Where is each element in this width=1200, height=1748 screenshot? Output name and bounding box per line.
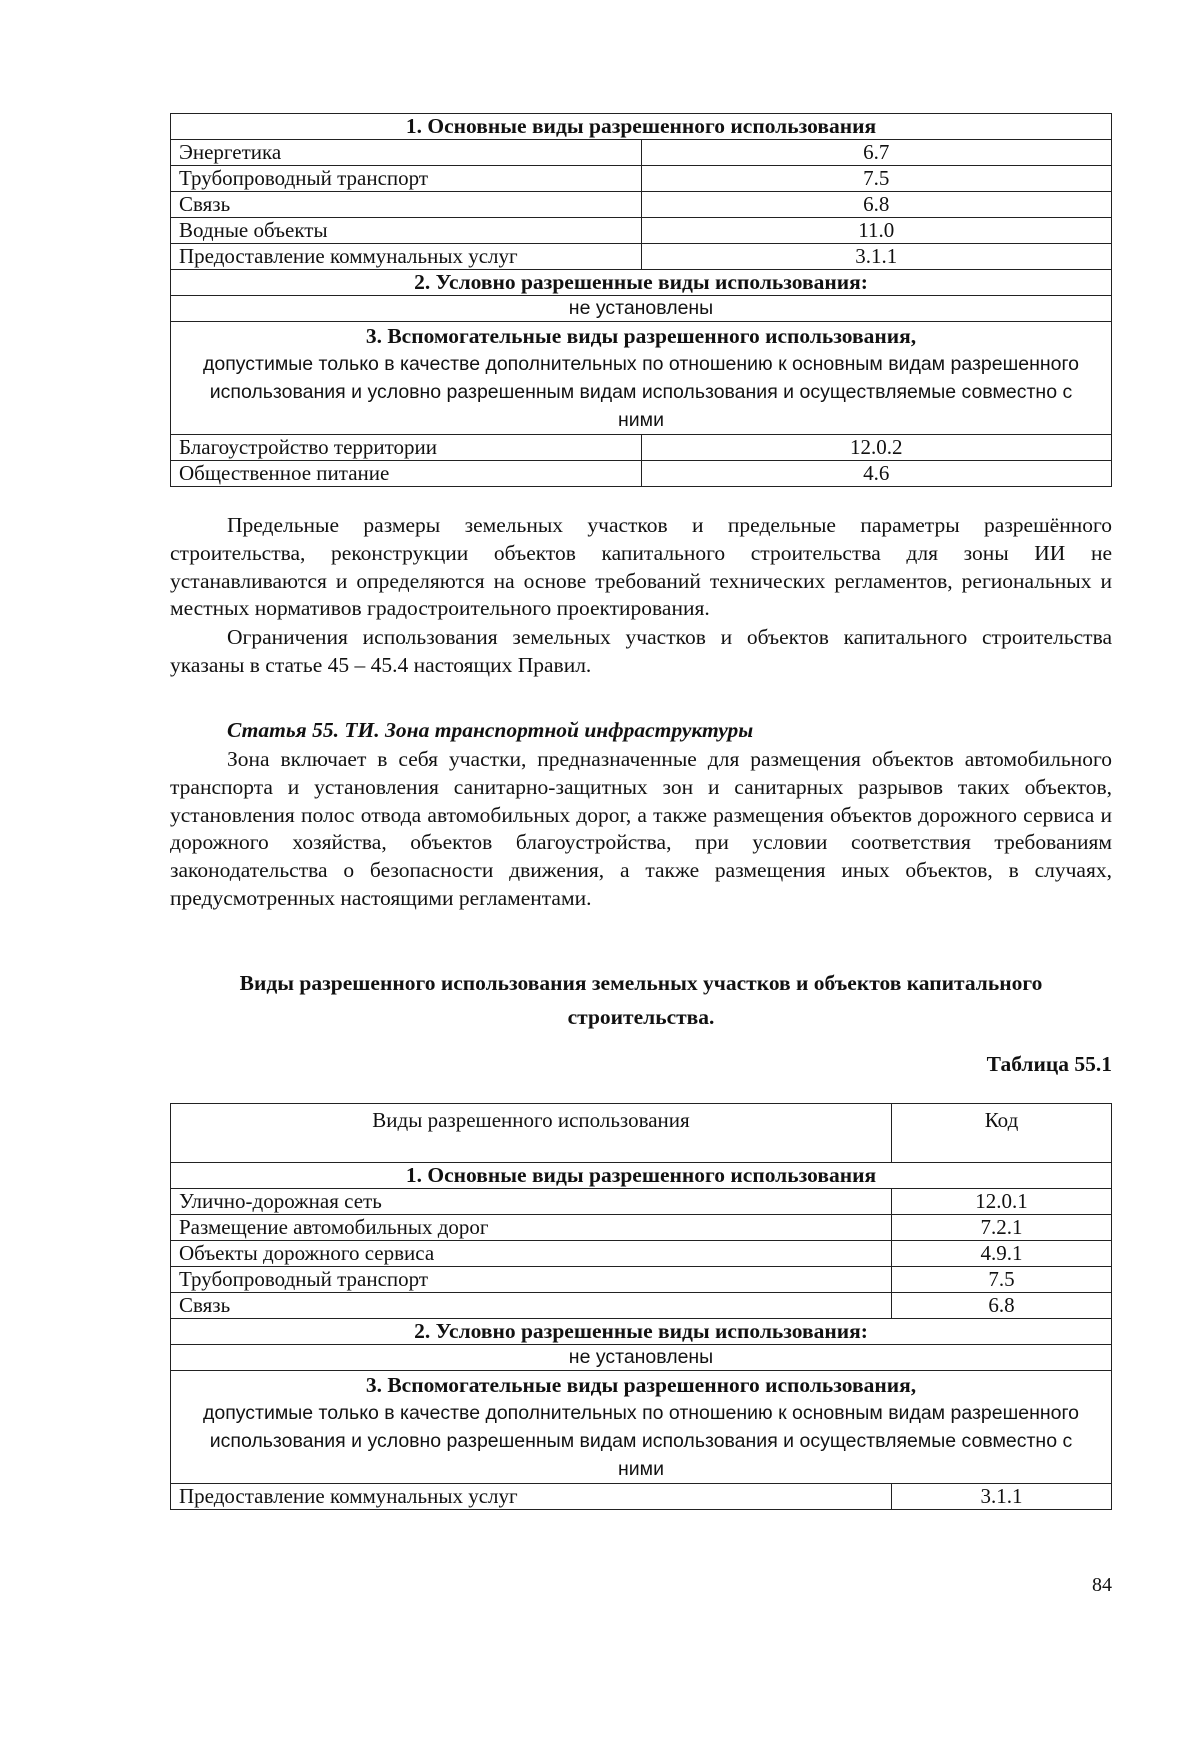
section-3-cell [171,322,1112,435]
section-1-title: 1. Основные виды разрешенного использования [171,1163,1112,1189]
table-row [171,1371,1112,1484]
table-row [171,166,1112,192]
use-code: 4.6 [641,461,1112,487]
section-3-subtitle: допустимые только в качестве дополнительных по отношению к основным видам разрешенного использования и условно разрешенным видам использования и осуществляемые совместно с ними [202,1402,1080,1480]
use-name: Общественное питание [171,461,642,487]
table-row [171,192,1112,218]
use-code: 11.0 [641,218,1112,244]
table-row [171,244,1112,270]
use-name: Связь [171,1293,892,1319]
table-row [171,1345,1112,1371]
table-header-row [171,1104,1112,1163]
use-code: 7.5 [641,166,1112,192]
paragraph: Предельные размеры земельных участков и предельные параметры разрешённого строительства, реконструкции объектов капитального строительства для зоны ИИ не устанавливаются и определяются на основе требований технических регламентов, региональных и местных нормативов градостроительного проектирования. [170,513,1112,621]
use-code: 7.2.1 [892,1215,1112,1241]
table-row [171,322,1112,435]
paragraph: Зона включает в себя участки, предназначенные для размещения объектов автомобильного транспорта и установления санитарно-защитных зон и санитарных разрывов таких объектов, установления полос отвода автомобильных дорог, а также размещения объектов дорожного сервиса и дорожного хозяйства, объектов благоустройства, при условии соответствия требованиям законодательства о безопасности движения, а также размещения иных объектов, в случаях, предусмотренных настоящими регламентами. [170,747,1112,910]
use-code: 3.1.1 [892,1484,1112,1510]
table-row [171,1241,1112,1267]
section-2-value: не установлены [171,1345,1112,1371]
table-row [171,435,1112,461]
table-row [171,1163,1112,1189]
section-3-subtitle: допустимые только в качестве дополнительных по отношению к основным видам разрешенного использования и условно разрешенным видам использования и осуществляемые совместно с ними [202,353,1080,431]
table-row [171,1215,1112,1241]
use-code: 6.7 [641,140,1112,166]
table-row [171,1267,1112,1293]
table-bottom [170,1103,1112,1510]
use-code: 7.5 [892,1267,1112,1293]
section-3-cell [171,1371,1112,1484]
use-code: 6.8 [641,192,1112,218]
use-name: Энергетика [171,140,642,166]
use-name: Размещение автомобильных дорог [171,1215,892,1241]
use-code: 3.1.1 [641,244,1112,270]
use-code: 4.9.1 [892,1241,1112,1267]
paragraph: Ограничения использования земельных участков и объектов капитального строительства указаны в статье 45 – 45.4 настоящих Правил. [170,625,1112,677]
table-row [171,296,1112,322]
section-2-title: 2. Условно разрешенные виды использования: [171,270,1112,296]
section-3-title: 3. Вспомогательные виды разрешенного использования, [365,1373,917,1397]
table-top [170,113,1112,487]
column-header-name: Виды разрешенного использования [171,1104,892,1163]
use-name: Трубопроводный транспорт [171,166,642,192]
section-2-value: не установлены [171,296,1112,322]
use-code: 12.0.1 [892,1189,1112,1215]
section-3-title: 3. Вспомогательные виды разрешенного использования, [365,324,917,348]
table-label: Таблица 55.1 [986,1052,1112,1076]
table-row [171,1484,1112,1510]
table-row [171,270,1112,296]
table-row [171,1189,1112,1215]
use-name: Трубопроводный транспорт [171,1267,892,1293]
section-1-title: 1. Основные виды разрешенного использования [171,114,1112,140]
column-header-code: Код [892,1104,1112,1163]
use-name: Благоустройство территории [171,435,642,461]
use-code: 12.0.2 [641,435,1112,461]
use-name: Улично-дорожная сеть [171,1189,892,1215]
table-row [171,1293,1112,1319]
table-row [171,140,1112,166]
table-row [171,461,1112,487]
section-2-title: 2. Условно разрешенные виды использования: [171,1319,1112,1345]
use-name: Предоставление коммунальных услуг [171,244,642,270]
page-number: 84 [1092,1574,1112,1596]
section-heading: Виды разрешенного использования земельных участков и объектов капитального строительства. [239,971,1043,1029]
table-row [171,1319,1112,1345]
use-name: Водные объекты [171,218,642,244]
table-row [171,218,1112,244]
table-row [171,114,1112,140]
use-code: 6.8 [892,1293,1112,1319]
use-name: Связь [171,192,642,218]
use-name: Предоставление коммунальных услуг [171,1484,892,1510]
article-title: Статья 55. ТИ. Зона транспортной инфраструктуры [227,718,754,742]
use-name: Объекты дорожного сервиса [171,1241,892,1267]
